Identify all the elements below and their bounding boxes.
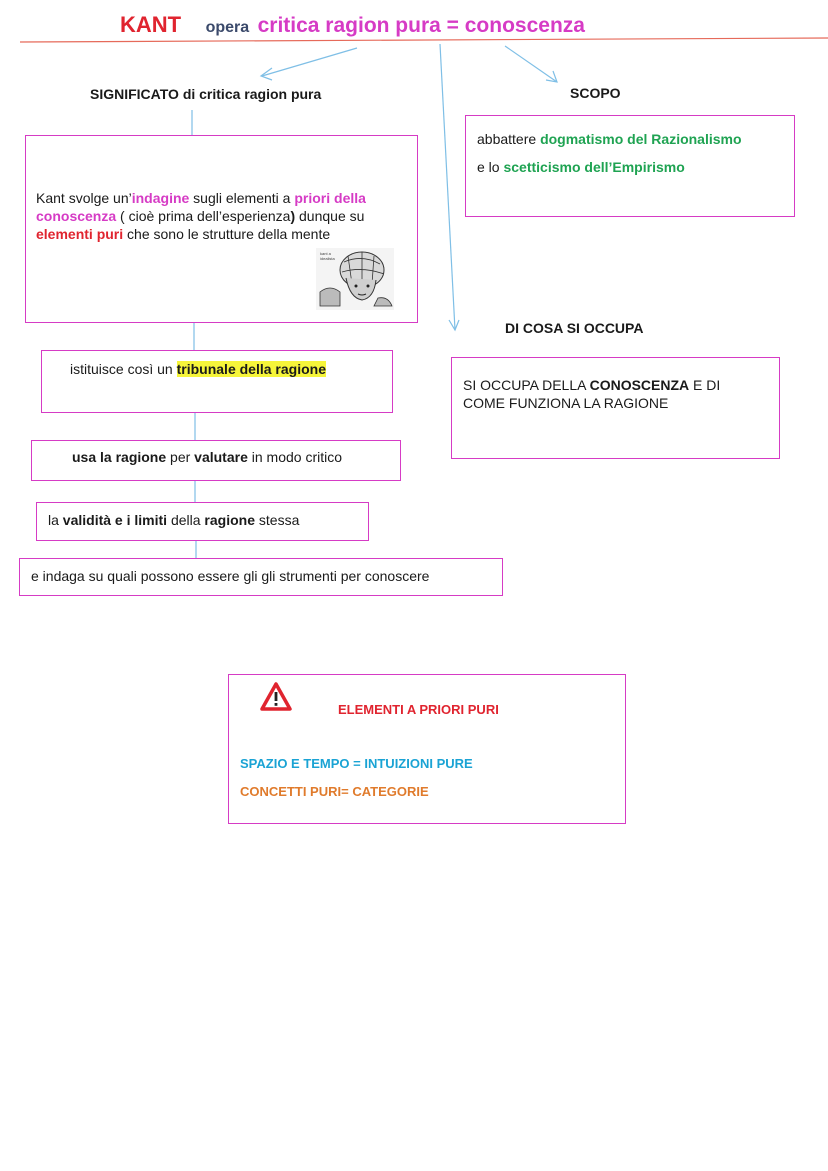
arrow-scopo: [505, 46, 557, 82]
scopo-heading: SCOPO: [570, 85, 621, 101]
di-cosa-bold: CONOSCENZA: [589, 377, 690, 393]
step-usa-ragione-text: [72, 448, 342, 466]
scopo-line1-plain: abbattere: [477, 131, 541, 147]
step3-text: stessa: [255, 512, 300, 528]
step1-text: istituisce così un: [70, 361, 177, 377]
step-usa-ragione-box: [31, 440, 401, 481]
kant-head-illustration: [316, 248, 394, 310]
step2-text: per: [166, 449, 195, 465]
scopo-line2-green: scetticismo dell’Empirismo: [503, 159, 685, 175]
step-validita-text: [48, 511, 299, 529]
scopo-line2-plain: e lo: [477, 159, 504, 175]
significato-heading: SIGNIFICATO di critica ragion pura: [90, 86, 322, 102]
elementi-line-2: CONCETTI PURI= CATEGORIE: [240, 784, 429, 799]
di-cosa-line-1: [463, 376, 720, 394]
step3-bold: ragione: [204, 512, 255, 528]
step-tribunale-box: [41, 350, 393, 413]
step-validita-box: [36, 502, 369, 541]
tribunale-highlight: tribunale della ragione: [176, 361, 326, 377]
elementi-line-1: SPAZIO E TEMPO = INTUIZIONI PURE: [240, 756, 473, 771]
main-text-part: sugli elementi a: [189, 190, 295, 206]
main-text-part: Kant svolge un’: [36, 190, 132, 206]
step2-bold: usa la ragione: [72, 449, 167, 465]
step3-text: della: [167, 512, 205, 528]
step-indaga-text: e indaga su quali possono essere gli gli strumenti per conoscere: [31, 568, 430, 584]
warning-triangle-icon: [259, 681, 293, 713]
main-text-elementi-puri: elementi puri: [36, 226, 124, 242]
main-text-paren: ): [290, 208, 296, 224]
significato-main-box: [25, 135, 418, 323]
scopo-line-2: [477, 158, 685, 176]
title-work: critica ragion pura = conoscenza: [257, 14, 585, 37]
scopo-line-1: [477, 130, 742, 148]
step3-text: la: [48, 512, 63, 528]
step3-bold: validità e i limiti: [62, 512, 168, 528]
header-underline: [20, 38, 828, 42]
di-cosa-box: [451, 357, 780, 459]
di-cosa-heading: DI COSA SI OCCUPA: [505, 320, 644, 336]
main-text-priori: priori della: [294, 190, 366, 206]
page-title: [120, 12, 585, 38]
illustration-caption-2: idealista: [320, 256, 335, 261]
di-cosa-text: E DI: [689, 377, 721, 393]
significato-main-text: [36, 189, 408, 243]
main-text-part: che sono le strutture della mente: [123, 226, 331, 242]
di-cosa-line-2: COME FUNZIONA LA RAGIONE: [463, 395, 669, 411]
elementi-box: [228, 674, 626, 824]
arrow-di-cosa: [440, 44, 455, 330]
title-author: KANT: [120, 12, 182, 37]
step2-text: in modo critico: [247, 449, 343, 465]
illustration-caption-1: kant a: [320, 251, 331, 256]
di-cosa-text: SI OCCUPA DELLA: [463, 377, 590, 393]
elementi-title: ELEMENTI A PRIORI PURI: [338, 702, 499, 717]
arrow-significato: [262, 48, 357, 76]
step-tribunale-text: [70, 360, 326, 378]
step-indaga-box: [19, 558, 503, 596]
main-text-part: dunque su: [295, 208, 365, 224]
main-text-part: ( cioè prima dell’esperienza: [116, 208, 291, 224]
main-text-indagine: indagine: [131, 190, 190, 206]
main-text-conoscenza: conoscenza: [36, 208, 117, 224]
scopo-box: [465, 115, 795, 217]
title-opera-word: opera: [205, 19, 250, 36]
step2-bold: valutare: [194, 449, 248, 465]
scopo-line1-green: dogmatismo del Razionalismo: [540, 131, 742, 147]
